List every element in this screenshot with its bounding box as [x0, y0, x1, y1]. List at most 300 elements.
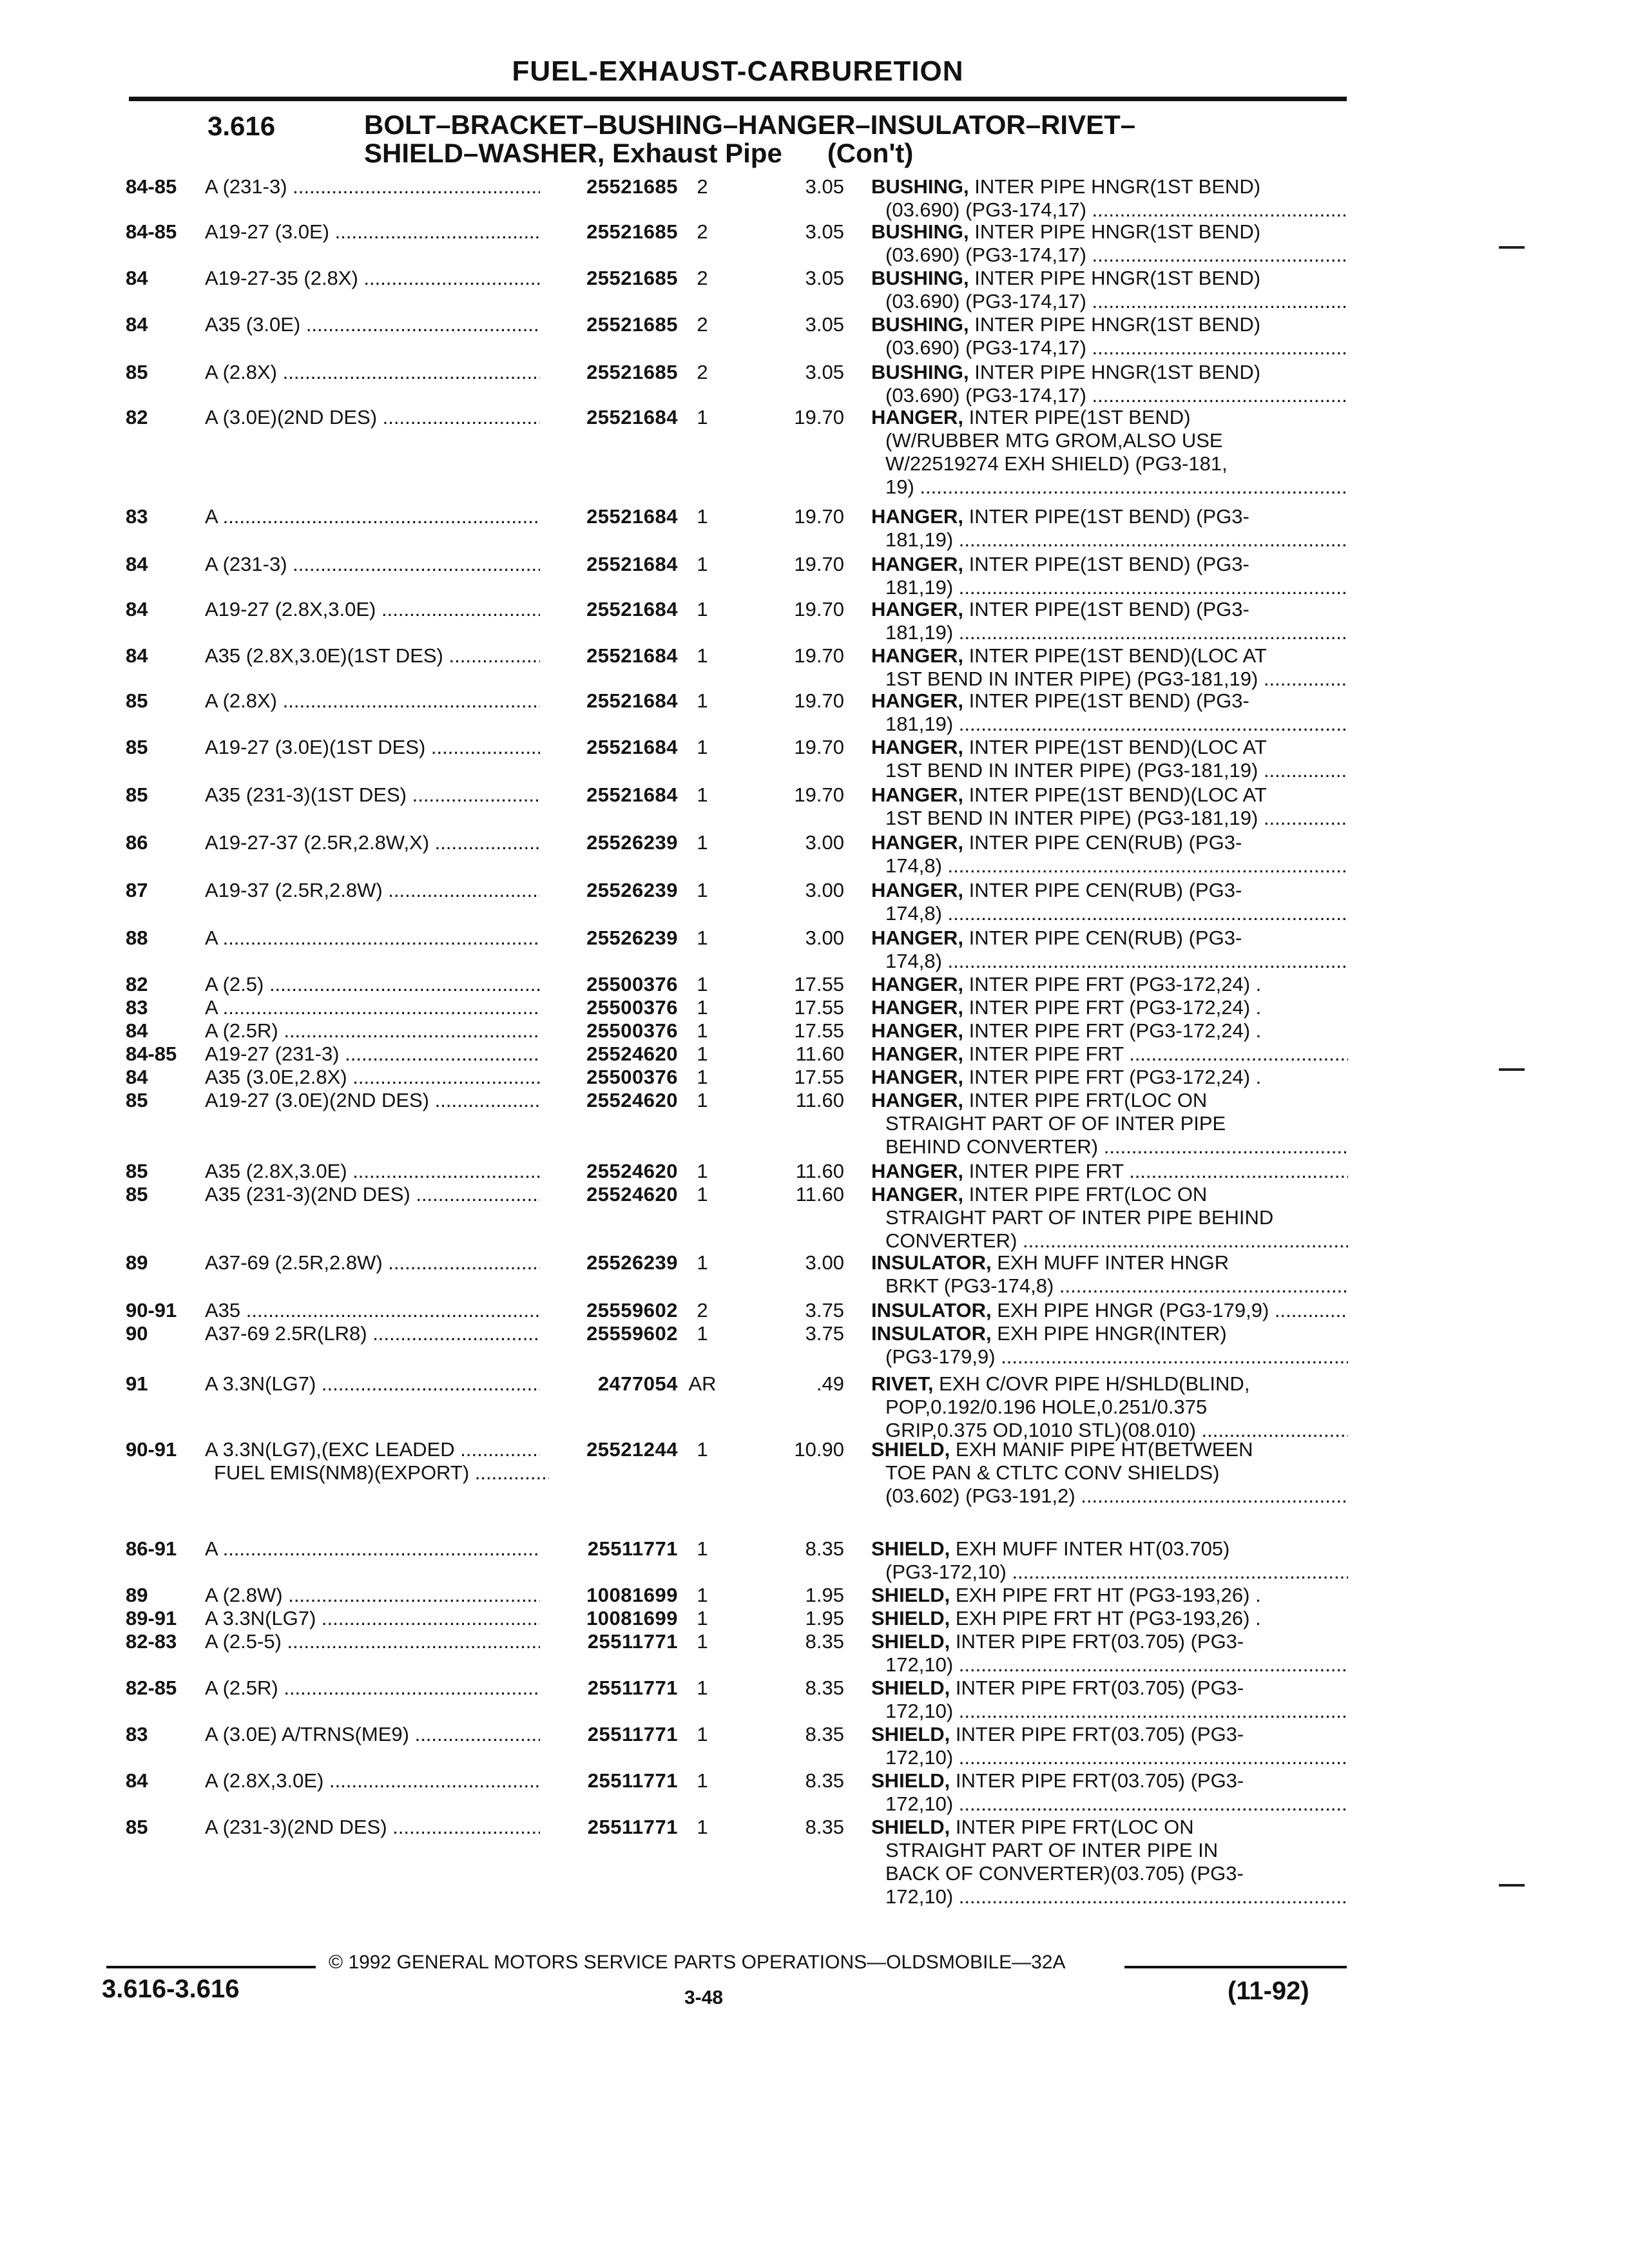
row-description [871, 736, 1348, 782]
row-quantity: 1 [697, 996, 708, 1019]
description-keyword: BUSHING, [871, 361, 969, 383]
row-price: 8.35 [805, 1677, 844, 1699]
row-part-number: 25526239 [586, 831, 678, 854]
row-price: 3.05 [805, 267, 844, 289]
row-quantity: 1 [697, 1816, 708, 1838]
description-line [871, 1561, 1348, 1584]
row-price: 19.70 [794, 598, 844, 620]
description-keyword: SHIELD, [871, 1607, 950, 1629]
row-usage: A (2.5R) ..... [205, 1019, 540, 1043]
row-year: 89 [126, 1584, 148, 1606]
description-keyword: SHIELD, [871, 1677, 950, 1699]
description-line [871, 1816, 1348, 1839]
row-year: 85 [126, 361, 148, 383]
row-description [871, 1160, 1348, 1183]
row-part-number: 25524620 [586, 1160, 678, 1182]
row-usage: A (3.0E)(2ND DES) ..... [205, 406, 540, 429]
row-part-number: 25526239 [586, 879, 678, 901]
row-usage: A19-37 (2.5R,2.8W) ..... [205, 879, 540, 902]
description-line [871, 1183, 1348, 1206]
row-part-number: 25521684 [586, 783, 678, 806]
row-price: .49 [816, 1372, 844, 1395]
row-usage: A19-27 (231-3) ..... [205, 1043, 540, 1066]
description-line [871, 1839, 1348, 1862]
row-usage: A (231-3) ..... [205, 175, 540, 198]
description-line [871, 1885, 1348, 1908]
description-text: INTER PIPE(1ST BEND) (PG3- [969, 505, 1249, 528]
description-text: 172,10) [885, 1885, 954, 1908]
description-text: W/22519274 EXH SHIELD) (PG3-181, [885, 452, 1228, 475]
description-line [871, 996, 1348, 1019]
description-keyword: SHIELD, [871, 1769, 950, 1792]
description-text: INTER PIPE FRT(LOC ON [969, 1089, 1208, 1111]
row-description [871, 996, 1348, 1019]
page-header: FUEL-EXHAUST-CARBURETION [512, 55, 964, 87]
description-line [871, 668, 1348, 691]
description-line [871, 384, 1348, 407]
row-description [871, 973, 1348, 996]
row-quantity: 1 [697, 1630, 708, 1653]
section-number: 3.616 [207, 111, 276, 141]
row-quantity: 1 [697, 1251, 708, 1274]
row-price: 3.00 [805, 831, 844, 854]
description-line [871, 783, 1348, 807]
row-part-number: 25526239 [586, 927, 678, 949]
description-line [871, 1746, 1348, 1769]
description-text: INTER PIPE HNGR(1ST BEND) [974, 175, 1261, 198]
row-usage: A 3.3N(LG7) ..... [205, 1607, 540, 1630]
row-price: 8.35 [805, 1630, 844, 1653]
description-line [871, 1206, 1348, 1229]
description-line [871, 1723, 1348, 1746]
description-line [871, 1135, 1348, 1158]
row-usage: A (3.0E) A/TRNS(ME9) ..... [205, 1723, 540, 1746]
description-text: INTER PIPE HNGR(1ST BEND) [974, 267, 1261, 289]
row-quantity: 2 [697, 313, 708, 336]
row-description [871, 1438, 1348, 1508]
header-rule [129, 97, 1347, 101]
description-text: INTER PIPE FRT (PG3-172,24) . [969, 1019, 1262, 1042]
row-usage: A ..... [205, 505, 540, 528]
description-line [871, 1043, 1348, 1066]
row-price: 11.60 [795, 1089, 844, 1111]
row-price: 10.90 [794, 1438, 844, 1461]
description-line [871, 361, 1348, 384]
row-description [871, 1630, 1348, 1677]
row-part-number: 10081699 [586, 1584, 678, 1606]
row-year: 85 [126, 689, 148, 712]
row-part-number: 25521685 [586, 361, 678, 383]
description-text: 19) [885, 476, 914, 498]
description-text: INTER PIPE(1ST BEND) (PG3- [969, 553, 1249, 575]
row-year: 85 [126, 1816, 148, 1838]
row-price: 17.55 [794, 973, 844, 995]
row-description [871, 553, 1348, 599]
row-quantity: 1 [697, 1322, 708, 1345]
row-year: 89 [126, 1251, 148, 1274]
description-line [871, 736, 1348, 759]
row-price: 19.70 [794, 689, 844, 712]
row-year: 90-91 [126, 1438, 177, 1461]
description-text: POP,0.192/0.196 HOLE,0.251/0.375 [885, 1396, 1208, 1418]
description-text: 1ST BEND IN INTER PIPE) (PG3-181,19) [885, 668, 1258, 690]
row-usage: A35 ..... [205, 1299, 540, 1322]
row-year: 84 [126, 313, 148, 336]
description-line [871, 1485, 1348, 1508]
description-text: 181,19) [885, 621, 954, 644]
description-text: EXH MUFF INTER HNGR [997, 1251, 1229, 1274]
description-keyword: HANGER, [871, 406, 963, 428]
description-text: (PG3-179,9) [885, 1345, 996, 1368]
description-line [871, 1653, 1348, 1677]
row-description [871, 1183, 1348, 1253]
description-text: INTER PIPE(1ST BEND)(LOC AT [969, 783, 1267, 806]
row-price: 3.00 [805, 927, 844, 949]
row-quantity: 1 [697, 1607, 708, 1629]
row-year: 84-85 [126, 220, 177, 243]
description-keyword: HANGER, [871, 1183, 963, 1206]
row-year: 91 [126, 1372, 148, 1395]
row-usage: A19-27 (2.8X,3.0E) ..... [205, 598, 540, 621]
row-price: 8.35 [805, 1723, 844, 1745]
row-usage: A37-69 2.5R(LR8) ..... [205, 1322, 540, 1345]
description-text: INTER PIPE(1ST BEND)(LOC AT [969, 644, 1267, 667]
description-line [871, 927, 1348, 950]
row-quantity: 1 [697, 1043, 708, 1065]
description-text: EXH PIPE HNGR (PG3-179,9) [997, 1299, 1269, 1321]
description-text: INTER PIPE FRT(03.705) (PG3- [955, 1630, 1244, 1653]
description-text: EXH MANIF PIPE HT(BETWEEN [955, 1438, 1253, 1461]
row-year: 85 [126, 783, 148, 806]
row-price: 3.00 [805, 879, 844, 901]
row-year: 84 [126, 267, 148, 289]
row-part-number: 25511771 [587, 1816, 678, 1838]
description-line [871, 290, 1348, 313]
description-text: (03.690) (PG3-174,17) [885, 244, 1086, 266]
description-keyword: BUSHING, [871, 175, 969, 198]
row-year: 87 [126, 879, 148, 901]
section-title [364, 111, 1135, 168]
row-year: 82 [126, 973, 148, 995]
row-part-number: 25521684 [586, 736, 678, 758]
description-line [871, 528, 1348, 552]
row-year: 85 [126, 1160, 148, 1182]
row-description [871, 175, 1348, 222]
description-keyword: HANGER, [871, 1089, 963, 1111]
row-part-number: 25521684 [586, 598, 678, 620]
description-text: GRIP,0.375 OD,1010 STL)(08.010) [885, 1419, 1196, 1441]
description-keyword: HANGER, [871, 689, 963, 712]
description-text: (PG3-172,10) [885, 1561, 1007, 1583]
description-line [871, 854, 1348, 878]
row-part-number: 25521684 [586, 689, 678, 712]
row-description [871, 313, 1348, 360]
description-line [871, 1700, 1348, 1723]
section-title-line2-text: SHIELD–WASHER, Exhaust Pipe [364, 138, 782, 168]
row-part-number: 10081699 [586, 1607, 678, 1629]
description-text: 1ST BEND IN INTER PIPE) (PG3-181,19) [885, 759, 1258, 782]
row-usage: A19-27 (3.0E)(1ST DES) ..... [205, 736, 540, 759]
footer-section-range: 3.616-3.616 [102, 1975, 240, 2003]
row-part-number: 25524620 [586, 1183, 678, 1206]
row-part-number: 25511771 [587, 1537, 678, 1560]
description-line [871, 1229, 1348, 1253]
description-line [871, 1607, 1348, 1630]
description-keyword: BUSHING, [871, 220, 969, 243]
row-usage: A35 (2.8X,3.0E)(1ST DES) ..... [205, 644, 540, 668]
description-line [871, 1160, 1348, 1183]
row-part-number: 25526239 [586, 1251, 678, 1274]
description-text: INTER PIPE FRT (PG3-172,24) . [969, 973, 1262, 995]
row-part-number: 2477054 [597, 1372, 678, 1395]
description-text: (03.690) (PG3-174,17) [885, 384, 1086, 407]
description-text: EXH C/OVR PIPE H/SHLD(BLIND, [939, 1372, 1250, 1395]
description-line [871, 598, 1348, 621]
row-quantity: 1 [697, 1160, 708, 1182]
row-price: 3.05 [805, 220, 844, 243]
description-line [871, 175, 1348, 198]
row-year: 83 [126, 996, 148, 1019]
margin-mark [1499, 246, 1525, 249]
description-text: 174,8) [885, 854, 942, 877]
row-usage: A35 (231-3)(1ST DES) ..... [205, 783, 540, 807]
description-keyword: INSULATOR, [871, 1251, 992, 1274]
description-keyword: SHIELD, [871, 1630, 950, 1653]
description-text: 172,10) [885, 1746, 954, 1769]
description-line [871, 1438, 1348, 1461]
description-keyword: HANGER, [871, 1019, 963, 1042]
description-text: (W/RUBBER MTG GROM,ALSO USE [885, 429, 1223, 452]
row-usage: A19-27 (3.0E)(2ND DES) ..... [205, 1089, 540, 1112]
row-quantity: 1 [697, 831, 708, 854]
row-quantity: 1 [697, 598, 708, 620]
row-year: 83 [126, 505, 148, 528]
row-year: 82-85 [126, 1677, 177, 1699]
description-text: STRAIGHT PART OF INTER PIPE BEHIND [885, 1206, 1274, 1229]
description-keyword: INSULATOR, [871, 1322, 992, 1345]
row-quantity: 1 [697, 973, 708, 995]
description-text: STRAIGHT PART OF OF INTER PIPE [885, 1112, 1226, 1135]
description-line [871, 576, 1348, 599]
row-part-number: 25521244 [586, 1438, 678, 1461]
row-usage: A (2.8X) ..... [205, 361, 540, 384]
row-quantity: 1 [697, 1183, 708, 1206]
description-line [871, 1019, 1348, 1043]
row-description [871, 783, 1348, 830]
description-keyword: HANGER, [871, 973, 963, 995]
row-description [871, 1769, 1348, 1816]
row-quantity: 1 [697, 1066, 708, 1088]
row-usage: A (2.8X) ..... [205, 689, 540, 713]
row-quantity: 1 [697, 1438, 708, 1461]
row-part-number: 25500376 [586, 1019, 678, 1042]
description-text: EXH PIPE FRT HT (PG3-193,26) . [955, 1584, 1261, 1606]
description-text: CONVERTER) [885, 1229, 1017, 1252]
description-line [871, 1677, 1348, 1700]
description-line [871, 1792, 1348, 1816]
row-quantity: 1 [697, 879, 708, 901]
description-text: STRAIGHT PART OF INTER PIPE IN [885, 1839, 1219, 1861]
row-part-number: 25500376 [586, 973, 678, 995]
description-line [871, 1537, 1348, 1561]
row-year: 90-91 [126, 1299, 177, 1321]
description-line [871, 689, 1348, 713]
description-line [871, 1372, 1348, 1396]
row-part-number: 25521685 [586, 267, 678, 289]
row-usage: A19-27-35 (2.8X) ..... [205, 267, 540, 290]
description-text: INTER PIPE FRT(LOC ON [969, 1183, 1208, 1206]
description-text: 181,19) [885, 528, 954, 551]
description-line [871, 1251, 1348, 1274]
row-usage: A37-69 (2.5R,2.8W) ..... [205, 1251, 540, 1274]
description-keyword: HANGER, [871, 879, 963, 901]
row-price: 8.35 [805, 1769, 844, 1792]
description-line [871, 267, 1348, 290]
row-quantity: 1 [697, 927, 708, 949]
row-year: 86-91 [126, 1537, 177, 1560]
margin-mark [1499, 1884, 1525, 1887]
row-description [871, 831, 1348, 878]
row-price: 19.70 [794, 644, 844, 667]
description-line [871, 713, 1348, 736]
row-usage: A (231-3)(2ND DES) ..... [205, 1816, 540, 1839]
row-year: 90 [126, 1322, 148, 1345]
row-price: 1.95 [805, 1584, 844, 1606]
row-part-number: 25521685 [586, 220, 678, 243]
row-description [871, 505, 1348, 552]
row-description [871, 1372, 1348, 1442]
row-description [871, 1537, 1348, 1584]
description-line [871, 429, 1348, 452]
description-keyword: HANGER, [871, 644, 963, 667]
description-line [871, 621, 1348, 644]
description-keyword: HANGER, [871, 1043, 963, 1065]
row-usage-continued: FUEL EMIS(NM8)(EXPORT) ..... [205, 1461, 549, 1485]
description-line [871, 1584, 1348, 1607]
row-quantity: 1 [697, 644, 708, 667]
description-text: BACK OF CONVERTER)(03.705) (PG3- [885, 1862, 1244, 1885]
description-text: TOE PAN & CTLTC CONV SHIELDS) [885, 1461, 1220, 1484]
row-price: 19.70 [794, 406, 844, 428]
row-price: 3.75 [805, 1299, 844, 1321]
description-text: INTER PIPE FRT(LOC ON [955, 1816, 1194, 1838]
row-description [871, 879, 1348, 925]
description-text: 174,8) [885, 950, 942, 972]
footer-rule [106, 1966, 316, 1968]
row-usage: A 3.3N(LG7),(EXC LEADED ..... [205, 1438, 540, 1461]
row-price: 19.70 [794, 553, 844, 575]
description-line [871, 1345, 1348, 1369]
description-line [871, 1630, 1348, 1653]
row-quantity: 2 [697, 361, 708, 383]
description-text: INTER PIPE(1ST BEND) [969, 406, 1191, 428]
description-keyword: SHIELD, [871, 1438, 950, 1461]
row-quantity: AR [688, 1372, 717, 1395]
description-line [871, 1322, 1348, 1345]
row-price: 3.05 [805, 361, 844, 383]
description-keyword: SHIELD, [871, 1584, 950, 1606]
description-line [871, 505, 1348, 528]
description-keyword: RIVET, [871, 1372, 934, 1395]
row-price: 19.70 [794, 736, 844, 758]
description-text: 174,8) [885, 902, 942, 925]
row-description [871, 1019, 1348, 1043]
row-price: 3.05 [805, 313, 844, 336]
description-line [871, 831, 1348, 854]
row-price: 11.60 [795, 1043, 844, 1065]
description-text: 181,19) [885, 713, 954, 735]
row-price: 8.35 [805, 1816, 844, 1838]
description-keyword: HANGER, [871, 996, 963, 1019]
description-text: INTER PIPE CEN(RUB) (PG3- [969, 879, 1242, 901]
description-text: 1ST BEND IN INTER PIPE) (PG3-181,19) [885, 807, 1258, 829]
description-line [871, 644, 1348, 668]
footer-copyright: © 1992 GENERAL MOTORS SERVICE PARTS OPERATIONS—OLDSMOBILE—32A [329, 1952, 1066, 1973]
row-part-number: 25521684 [586, 644, 678, 667]
row-price: 19.70 [794, 783, 844, 806]
row-part-number: 25511771 [587, 1723, 678, 1745]
row-part-number: 25521684 [586, 505, 678, 528]
description-keyword: INSULATOR, [871, 1299, 992, 1321]
row-year: 84 [126, 553, 148, 575]
description-text: INTER PIPE HNGR(1ST BEND) [974, 361, 1261, 383]
row-quantity: 1 [697, 406, 708, 428]
row-part-number: 25524620 [586, 1043, 678, 1065]
description-line [871, 244, 1348, 267]
row-usage: A ..... [205, 927, 540, 950]
row-quantity: 2 [697, 267, 708, 289]
row-quantity: 1 [697, 505, 708, 528]
row-usage: A (2.5R) ..... [205, 1677, 540, 1700]
row-usage: A (2.5-5) ..... [205, 1630, 540, 1653]
description-line [871, 879, 1348, 902]
description-line [871, 902, 1348, 925]
row-usage: A19-27-37 (2.5R,2.8W,X) ..... [205, 831, 540, 854]
description-keyword: HANGER, [871, 831, 963, 854]
section-title-line1: BOLT–BRACKET–BUSHING–HANGER–INSULATOR–RIVET– [364, 110, 1136, 140]
row-usage: A19-27 (3.0E) ..... [205, 220, 540, 244]
row-year: 85 [126, 736, 148, 758]
row-description [871, 1066, 1348, 1089]
row-part-number: 25524620 [586, 1089, 678, 1111]
description-keyword: SHIELD, [871, 1537, 950, 1560]
row-year: 89-91 [126, 1607, 177, 1629]
description-text: INTER PIPE CEN(RUB) (PG3- [969, 831, 1242, 854]
row-usage: A (231-3) ..... [205, 553, 540, 576]
description-text: INTER PIPE FRT [969, 1160, 1124, 1182]
description-text: INTER PIPE FRT (PG3-172,24) . [969, 996, 1262, 1019]
row-part-number: 25511771 [587, 1769, 678, 1792]
description-text: BRKT (PG3-174,8) [885, 1274, 1054, 1297]
row-price: 8.35 [805, 1537, 844, 1560]
row-price: 1.95 [805, 1607, 844, 1629]
row-usage: A ..... [205, 996, 540, 1019]
description-keyword: HANGER, [871, 927, 963, 949]
row-year: 84 [126, 1019, 148, 1042]
row-part-number: 25511771 [587, 1677, 678, 1699]
footer-revision-date: (11-92) [1228, 1977, 1309, 2005]
row-part-number: 25521685 [586, 175, 678, 198]
row-description [871, 406, 1348, 499]
description-line [871, 476, 1348, 499]
row-price: 17.55 [794, 1066, 844, 1088]
row-description [871, 644, 1348, 691]
description-text: INTER PIPE FRT [969, 1043, 1124, 1065]
row-quantity: 1 [697, 1089, 708, 1111]
description-line [871, 220, 1348, 244]
row-price: 3.05 [805, 175, 844, 198]
description-keyword: HANGER, [871, 1160, 963, 1182]
